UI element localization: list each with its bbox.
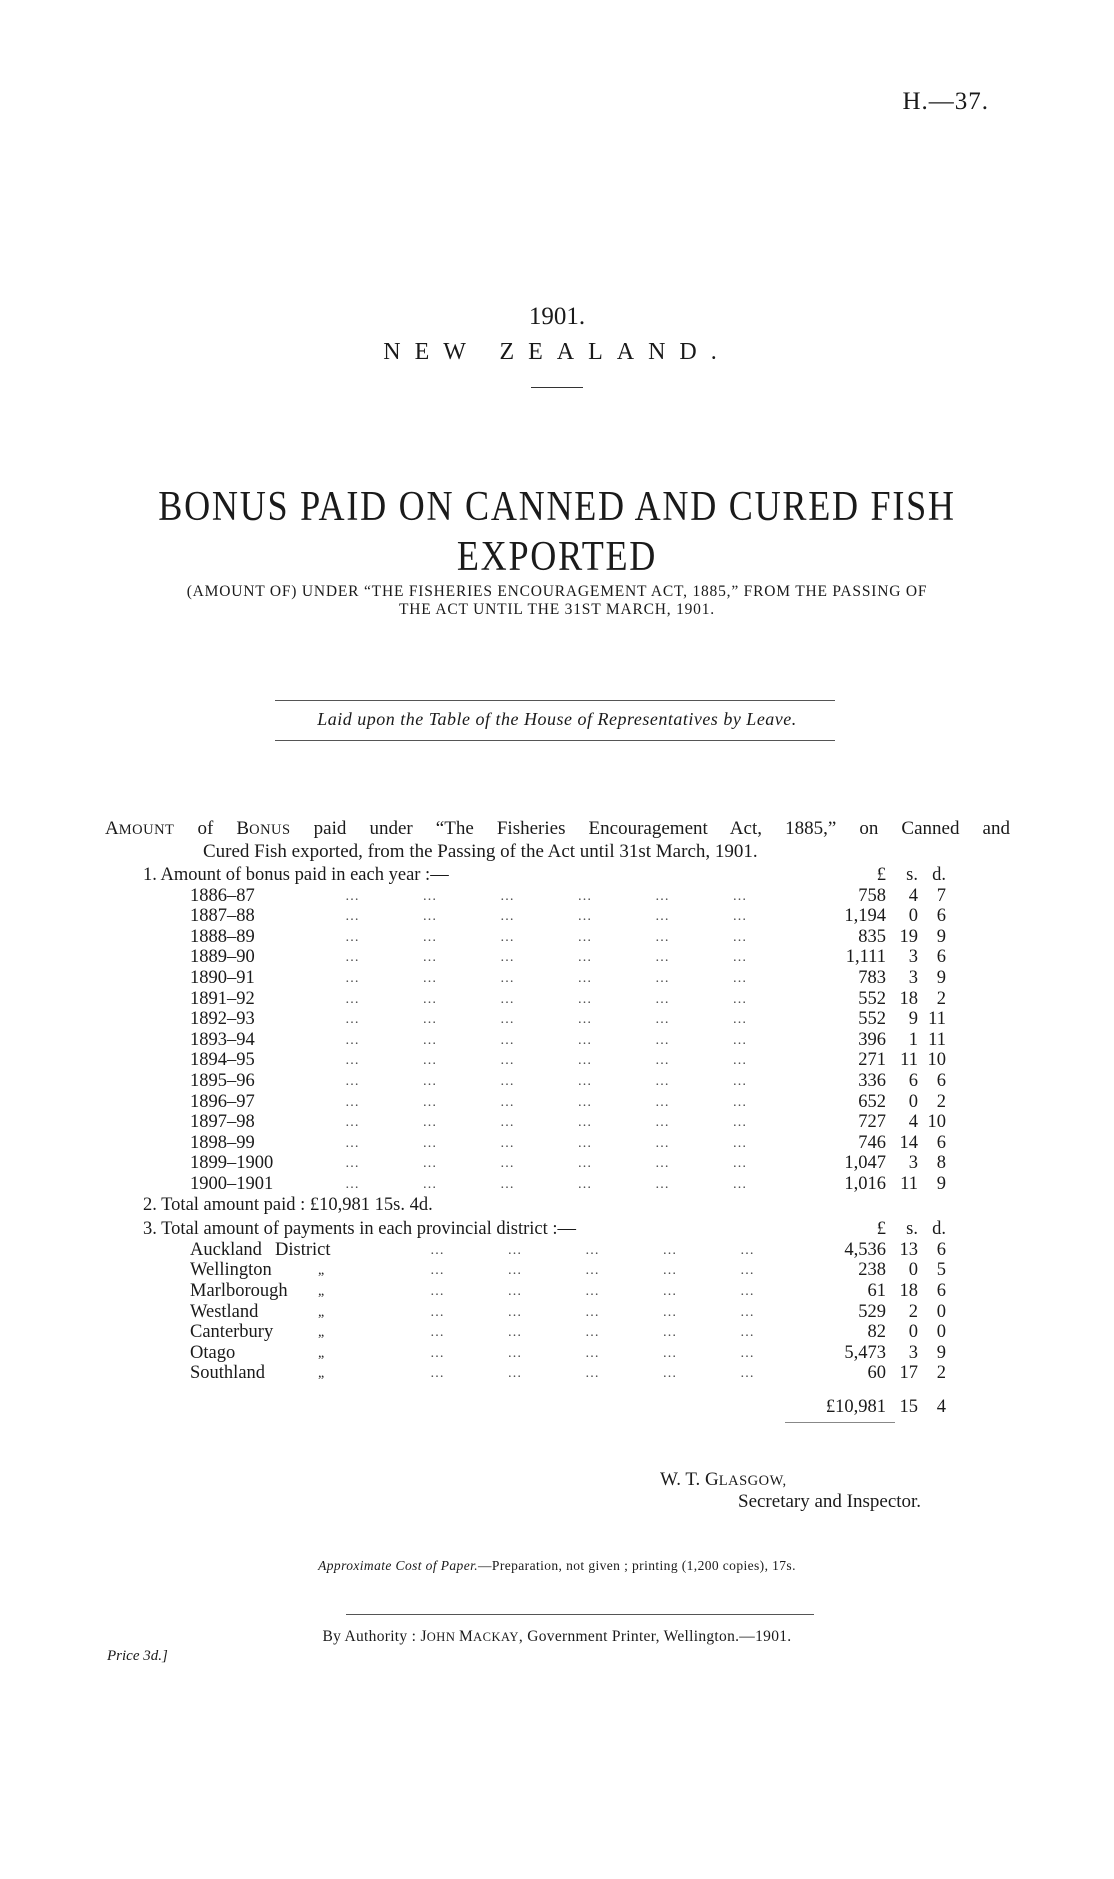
amount-shillings: 3	[908, 968, 918, 988]
amount-pence: 0	[936, 1322, 946, 1343]
amount-pence: 10	[927, 1050, 946, 1071]
amount-pounds: 529	[858, 1301, 886, 1322]
amount-pence: 11	[928, 1009, 946, 1030]
year-row	[0, 1133, 1114, 1154]
subtitle-line-2: THE ACT UNTIL THE 31ST MARCH, 1901.	[399, 601, 715, 618]
district-suffix: „	[318, 1325, 325, 1341]
amount-pounds: 727	[858, 1112, 886, 1133]
amount-pounds: 1,111	[845, 947, 886, 968]
laid-rule-bottom	[275, 740, 835, 741]
leader-dots: … … … … … …	[345, 1094, 747, 1110]
leader-dots: … … … … …	[430, 1304, 754, 1320]
amount-shillings: 1	[908, 1029, 918, 1050]
leader-dots: … … … … …	[430, 1263, 754, 1279]
year-label: 1891–92	[190, 988, 255, 1009]
intro-line-2: Cured Fish exported, from the Passing of the Act until 31st March, 1901.	[203, 841, 758, 862]
amount-pounds: 238	[858, 1260, 886, 1281]
district-suffix: „	[318, 1263, 325, 1279]
year-label: 1895–96	[190, 1071, 255, 1091]
year-label: 1894–95	[190, 1050, 255, 1071]
short-divider	[531, 387, 583, 388]
district-row	[0, 1281, 1114, 1302]
amount-shillings: 0	[908, 906, 918, 927]
amount-pounds: 758	[858, 885, 886, 906]
year-row	[0, 1050, 1114, 1071]
grand-total-shillings: 15	[899, 1397, 918, 1417]
smallcaps-initial: M	[459, 1628, 474, 1645]
smallcaps-initial: A	[105, 818, 119, 839]
signatory-title: Secretary and Inspector.	[738, 1491, 922, 1512]
amount-pounds: 835	[858, 926, 886, 947]
title-line-1: BONUS PAID ON CANNED AND CURED FISH	[158, 484, 956, 530]
district-name: Westland	[190, 1301, 259, 1322]
year-row	[0, 886, 1114, 907]
year-row	[0, 989, 1114, 1010]
cost-label: Approximate Cost of Paper.	[318, 1558, 479, 1573]
column-header-pounds: £	[876, 865, 886, 885]
year-row	[0, 1112, 1114, 1133]
amount-shillings: 9	[908, 1009, 918, 1030]
amount-pence: 2	[936, 1091, 946, 1112]
year-row	[0, 968, 1114, 989]
district-row	[0, 1322, 1114, 1343]
year-row	[0, 1153, 1114, 1174]
intro-rest: paid under “The Fisheries Encouragement Act, 1885,” on Canned and	[290, 818, 1010, 839]
district-row	[0, 1343, 1114, 1364]
amount-pence: 0	[936, 1301, 946, 1322]
district-name: Otago	[190, 1342, 236, 1363]
total-rule	[785, 1422, 895, 1423]
intro-paragraph	[105, 818, 1010, 862]
amount-shillings: 3	[908, 1342, 918, 1363]
document-title	[78, 482, 1036, 582]
total-paid-text: 2. Total amount paid : £10,981 15s. 4d.	[143, 1194, 433, 1215]
leader-dots: … … … … … …	[345, 1053, 747, 1069]
amount-shillings: 11	[900, 1174, 918, 1194]
leader-dots: … … … … … …	[345, 991, 747, 1007]
authority-prefix: By Authority :	[322, 1628, 421, 1645]
year-label: 1898–99	[190, 1132, 255, 1153]
leader-dots: … … … … …	[430, 1242, 754, 1258]
amount-pence: 6	[936, 1071, 946, 1091]
leader-dots: … … … … … …	[345, 1115, 747, 1131]
leader-dots: … … … … … …	[345, 971, 747, 986]
price-note: Price 3d.]	[107, 1648, 168, 1664]
amount-pence: 9	[936, 1174, 946, 1194]
leader-dots: … … … … … …	[345, 1156, 747, 1172]
smallcaps-rest: OHN	[426, 1630, 459, 1644]
column-header-pence: d.	[932, 1219, 946, 1240]
smallcaps-rest: ACKAY	[473, 1630, 519, 1644]
intro-line-1	[105, 818, 1010, 841]
year-label: 1893–94	[190, 1029, 255, 1050]
laid-statement: Laid upon the Table of the House of Representatives by Leave.	[317, 709, 797, 729]
amount-shillings: 0	[908, 1260, 918, 1281]
amount-pence: 6	[936, 906, 946, 927]
year-label: 1892–93	[190, 1009, 255, 1030]
district-row	[0, 1260, 1114, 1281]
section-3-heading-row	[0, 1219, 1114, 1240]
paper-code: H.—37.	[902, 88, 989, 115]
amount-pence: 6	[936, 1132, 946, 1153]
district-name: Wellington	[190, 1260, 272, 1281]
amount-pence: 6	[936, 1281, 946, 1301]
amount-pounds: 82	[867, 1322, 886, 1343]
amount-pounds: 552	[858, 988, 886, 1009]
year-label: 1886–87	[190, 885, 255, 906]
amount-shillings: 17	[899, 1363, 918, 1384]
signatory-initials: W. T.	[660, 1469, 706, 1490]
leader-dots: … … … … … …	[345, 888, 747, 904]
amount-pounds: 1,047	[844, 1153, 886, 1174]
amount-pence: 8	[936, 1153, 946, 1174]
year-label: 1887–88	[190, 906, 255, 927]
amount-pounds: 5,473	[844, 1342, 886, 1363]
year-row	[0, 1092, 1114, 1113]
section-1-heading-row	[0, 865, 1114, 886]
leader-dots: … … … … …	[430, 1366, 754, 1382]
smallcaps-initial: G	[705, 1469, 719, 1490]
amount-shillings: 4	[908, 885, 918, 906]
amount-pounds: 60	[867, 1363, 886, 1384]
district-row	[0, 1363, 1114, 1384]
leader-dots: … … … … …	[430, 1325, 754, 1341]
amount-shillings: 18	[899, 1281, 918, 1301]
amount-pounds: 61	[867, 1281, 886, 1301]
amount-pounds: 783	[858, 968, 886, 988]
amount-shillings: 4	[908, 1112, 918, 1133]
district-row	[0, 1240, 1114, 1261]
amount-shillings: 13	[899, 1239, 918, 1260]
column-header-shillings: s.	[906, 865, 918, 885]
document-year: 1901.	[528, 303, 586, 330]
amount-shillings: 3	[908, 947, 918, 968]
smallcaps-rest: ONUS	[249, 822, 291, 838]
section-2-row	[0, 1195, 1114, 1216]
district-name: Southland	[190, 1363, 266, 1384]
amount-pence: 9	[936, 926, 946, 947]
year-row	[0, 947, 1114, 968]
leader-dots: … … … … …	[430, 1345, 754, 1361]
title-line-2: EXPORTED	[456, 534, 658, 580]
year-row	[0, 927, 1114, 948]
amount-pence: 7	[936, 885, 946, 906]
amount-shillings: 0	[908, 1091, 918, 1112]
district-name: Marlborough	[190, 1281, 288, 1301]
column-header-pounds: £	[876, 1219, 886, 1240]
district-row	[0, 1302, 1114, 1323]
leader-dots: … … … … … …	[345, 1135, 747, 1151]
subtitle-line-1: (AMOUNT OF) UNDER “THE FISHERIES ENCOURAGEMENT ACT, 1885,” FROM THE PASSING OF	[186, 583, 928, 600]
cost-text: —Preparation, not given ; printing (1,200 copies), 17s.	[478, 1558, 796, 1573]
amount-pence: 9	[936, 1342, 946, 1363]
smallcaps-rest: MOUNT	[118, 822, 175, 838]
amount-pounds: 4,536	[844, 1239, 886, 1260]
amount-pounds: 746	[858, 1132, 886, 1153]
amount-pence: 11	[928, 1029, 946, 1050]
year-row	[0, 1071, 1114, 1092]
amount-pence: 9	[936, 968, 946, 988]
year-row	[0, 1009, 1114, 1030]
district-name: Canterbury	[190, 1322, 274, 1343]
amount-pence: 6	[936, 1239, 946, 1260]
authority-suffix: , Government Printer, Wellington.—1901.	[518, 1628, 792, 1645]
leader-dots: … … … … … …	[345, 1177, 747, 1192]
intro-word: of	[174, 818, 237, 839]
year-label: 1896–97	[190, 1091, 255, 1112]
leader-dots: … … … … … …	[345, 909, 747, 925]
amount-pence: 2	[936, 988, 946, 1009]
district-suffix: „	[318, 1284, 325, 1299]
laid-rule-top	[275, 700, 835, 701]
amount-shillings: 6	[908, 1071, 918, 1091]
leader-dots: … … … … … …	[345, 929, 747, 945]
year-row	[0, 1030, 1114, 1051]
grand-total-row	[0, 1397, 1114, 1418]
amount-pence: 10	[927, 1112, 946, 1133]
amount-shillings: 19	[899, 926, 918, 947]
amount-pounds: 652	[858, 1091, 886, 1112]
year-row	[0, 906, 1114, 927]
cost-note	[0, 1558, 1114, 1574]
leader-dots: … … … … … …	[345, 1032, 747, 1048]
amount-shillings: 2	[908, 1301, 918, 1322]
grand-total-pounds: £10,981	[825, 1397, 886, 1417]
year-label: 1890–91	[190, 968, 255, 988]
amount-shillings: 18	[899, 988, 918, 1009]
smallcaps-initial: J	[420, 1628, 427, 1645]
year-label: 1900–1901	[190, 1174, 274, 1194]
leader-dots: … … … … …	[430, 1284, 754, 1299]
year-label: 1888–89	[190, 926, 255, 947]
amount-shillings: 3	[908, 1153, 918, 1174]
year-label: 1897–98	[190, 1112, 255, 1133]
footer-rule	[346, 1614, 814, 1615]
leader-dots: … … … … … …	[345, 1074, 747, 1089]
column-header-pence: d.	[932, 865, 946, 885]
amount-pounds: 271	[858, 1050, 886, 1071]
leader-dots: … … … … … …	[345, 1012, 747, 1028]
amount-pence: 2	[936, 1363, 946, 1384]
amount-pounds: 1,194	[844, 906, 886, 927]
amount-pounds: 336	[858, 1071, 886, 1091]
district-suffix: „	[318, 1345, 325, 1361]
amount-pence: 5	[936, 1260, 946, 1281]
amount-shillings: 14	[899, 1132, 918, 1153]
grand-total-pence: 4	[936, 1397, 946, 1417]
district-suffix: „	[318, 1304, 325, 1320]
district-name: Auckland	[190, 1239, 262, 1260]
amount-pounds: 1,016	[844, 1174, 886, 1194]
column-header-shillings: s.	[906, 1219, 918, 1240]
country-heading: NEW ZEALAND.	[383, 339, 731, 365]
amount-shillings: 0	[908, 1322, 918, 1343]
leader-dots: … … … … … …	[345, 950, 747, 966]
printer-authority	[0, 1628, 1114, 1646]
section-3-heading: 3. Total amount of payments in each provincial district :—	[143, 1219, 577, 1240]
section-1-heading: 1. Amount of bonus paid in each year :—	[143, 865, 449, 885]
amount-shillings: 11	[900, 1050, 918, 1071]
document-subtitle	[100, 583, 1014, 619]
district-suffix: District	[275, 1239, 331, 1260]
smallcaps-initial: B	[236, 818, 250, 839]
year-row	[0, 1174, 1114, 1195]
amount-pence: 6	[936, 947, 946, 968]
amount-pounds: 552	[858, 1009, 886, 1030]
amount-pounds: 396	[858, 1029, 886, 1050]
signatory-name	[660, 1469, 787, 1491]
year-label: 1889–90	[190, 947, 255, 968]
smallcaps-rest: LASGOW,	[718, 1473, 787, 1489]
district-suffix: „	[318, 1366, 325, 1382]
year-label: 1899–1900	[190, 1153, 274, 1174]
